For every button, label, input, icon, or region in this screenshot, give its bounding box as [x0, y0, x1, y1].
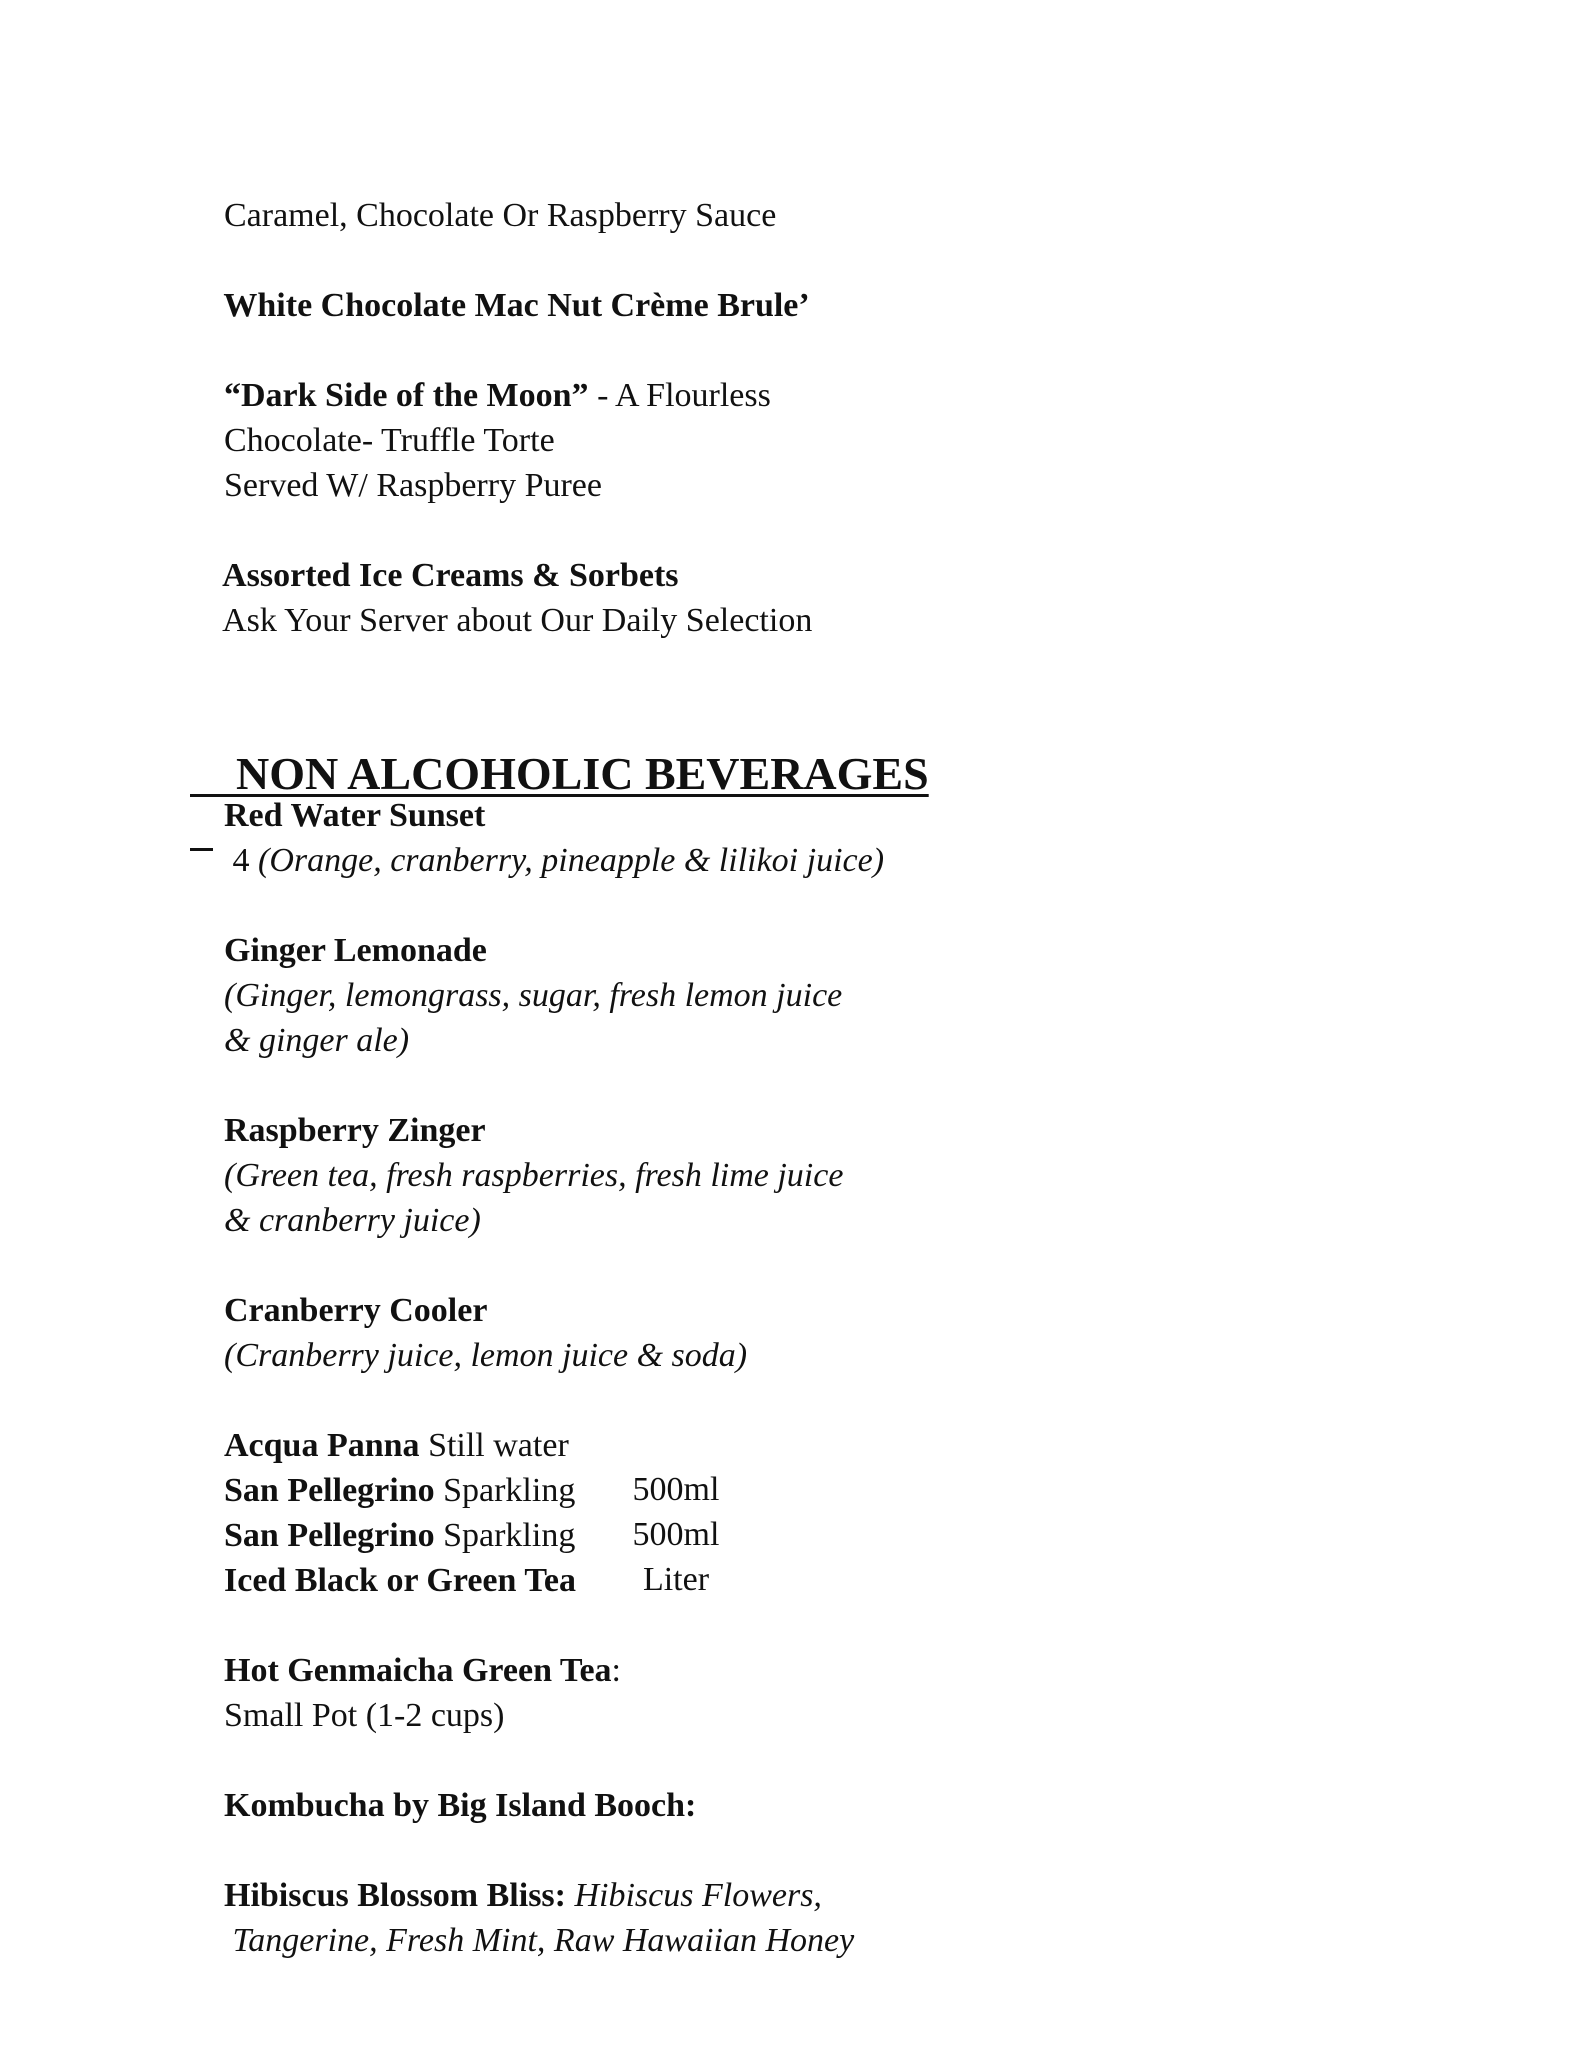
water-size: 500ml — [632, 1471, 720, 1508]
water-type: Still water — [419, 1427, 569, 1464]
item-name: Raspberry Zinger — [224, 1112, 486, 1149]
item-description: Small Pot (1-2 cups) — [224, 1697, 505, 1734]
item-description: Served W/ Raspberry Puree — [224, 467, 602, 504]
item-description: Tangerine, Fresh Mint, Raw Hawaiian Honey — [224, 1922, 855, 1959]
item-name: White Chocolate Mac Nut Crème Brule’ — [223, 287, 810, 324]
item-description: (Ginger, lemongrass, sugar, fresh lemon juice — [224, 977, 843, 1014]
water-brand: San Pellegrino — [224, 1472, 435, 1509]
subsection-heading: Kombucha by Big Island Booch: — [224, 1787, 697, 1824]
water-brand: Acqua Panna — [224, 1427, 420, 1464]
item-description: (Cranberry juice, lemon juice & soda) — [224, 1337, 748, 1374]
ice-creams-desc — [190, 555, 812, 687]
item-name: Hot Genmaicha Green Tea — [224, 1652, 612, 1689]
item-colon: : — [611, 1652, 621, 1689]
water-size: Liter — [642, 1561, 710, 1598]
item-name: Assorted Ice Creams & Sorbets — [222, 557, 679, 594]
water-type: Sparkling — [434, 1472, 576, 1509]
item-name: Hibiscus Blossom Bliss: — [224, 1877, 566, 1914]
sauce-options-text: Caramel, Chocolate Or Raspberry Sauce — [224, 197, 777, 234]
water-brand: San Pellegrino — [224, 1517, 435, 1554]
water-type: Sparkling — [434, 1517, 576, 1554]
item-description: Hibiscus Flowers, — [565, 1877, 822, 1914]
item-name: Cranberry Cooler — [224, 1292, 488, 1329]
item-description: & cranberry juice) — [224, 1202, 481, 1239]
hibiscus-desc-line-2 — [190, 1875, 854, 2007]
item-name: Red Water Sunset — [224, 797, 486, 834]
water-size: 500ml — [632, 1516, 720, 1553]
item-description: Ask Your Server about Our Daily Selection — [222, 602, 813, 639]
item-name: Ginger Lemonade — [224, 932, 487, 969]
item-description: (Orange, cranberry, pineapple & lilikoi juice) — [258, 842, 885, 879]
item-description: - A Flourless — [588, 377, 771, 414]
item-price: 4 — [224, 842, 258, 879]
item-name: Iced Black or Green Tea — [224, 1562, 576, 1599]
item-description: (Green tea, fresh raspberries, fresh lime juice — [224, 1157, 844, 1194]
item-name: “Dark Side of the Moon” — [224, 377, 589, 414]
section-heading-text: NON ALCOHOLIC BEVERAGES — [236, 748, 929, 799]
item-description: Chocolate- Truffle Torte — [224, 422, 555, 459]
item-description: & ginger ale) — [224, 1022, 410, 1059]
